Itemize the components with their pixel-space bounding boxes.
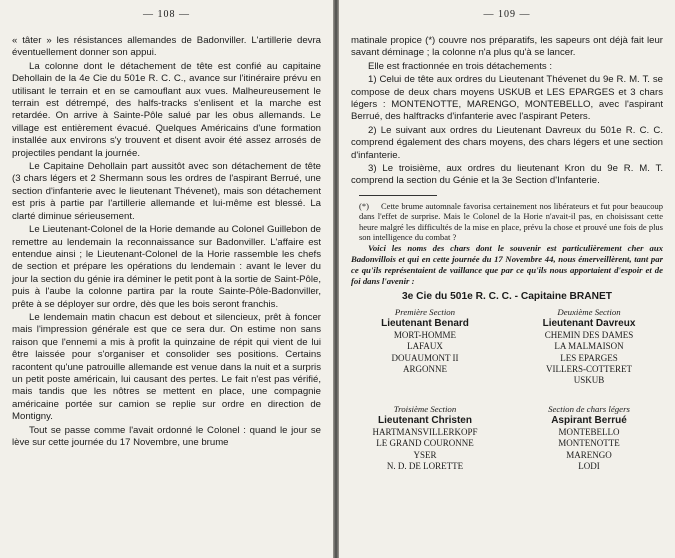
tank-name: MONTEBELLO (558, 426, 620, 437)
paragraph: Tout se passe comme l'avait ordonné le Colonel : quand le jour se lève sur cette journée du 17 Novembre, une brume (12, 424, 321, 448)
tank-name: MORT-HOMME (393, 329, 457, 340)
left-page-text (12, 35, 321, 449)
paragraph: Le Lieutenant-Colonel de la Horie demande au Colonel Guillebon de remettre au lendemain la reconnaissance sur Badonviller. L'affaire est entendue ainsi ; le Lieutenant-Colonel de la Horie rassemble les chefs de section et prépare les opérations du lendemain : avant le lever du jour la section du génie ira déminer le petit pont à la sortie de Saint-Pôle, puis à l'aube la colonne partira par la route Sainte-Pôle-Badonviller, prête à se déployer sur ordre, dès que les bois seront franchis. (12, 224, 321, 310)
tank-name: ARGONNE (403, 363, 447, 374)
footnote-rule (359, 195, 437, 196)
tank-name: LES EPARGES (560, 352, 618, 363)
tank-name: MARENGO (566, 449, 612, 460)
paragraph: La colonne dont le détachement de tête est confié au capitaine Dehollain de la 4e Cie du 501e R. C. C., avance sur l'itinéraire prévu en utilisant le terrain et en se camouflant aux vues. Malheureusement le terrain est détrempé, des halfs-tracks s'enlisent et la marche est retardée. On arrive à Sainte-Pôle salué par les obus allemands. Le village est entièrement évacué. Quelques Américains d'une formation installée aux environs s'y trouvent et disent avoir été assez arrosés de projectiles pendant la journée. (12, 60, 321, 159)
section-troisieme (351, 404, 499, 472)
tank-name: HARTMANSVILLERKOPF (372, 426, 478, 437)
section-leader: Lieutenant Christen (378, 414, 472, 426)
right-page (339, 0, 675, 558)
paragraph: Elle est fractionnée en trois détachements : (368, 60, 552, 72)
tank-name: LODI (578, 460, 600, 471)
tank-name: CHEMIN DES DAMES (544, 329, 634, 340)
footnote (351, 201, 663, 243)
tank-name: LAFAUX (407, 341, 443, 352)
section-deuxieme (515, 307, 663, 386)
left-page (0, 0, 333, 558)
right-page-text (351, 35, 663, 493)
tank-sections (351, 303, 663, 493)
tank-name: YSER (413, 449, 437, 460)
page-number-109: — 109 — (483, 9, 531, 20)
company-heading: 3e Cie du 501e R. C. C. - Capitaine BRANET (401, 290, 613, 302)
tank-name: LE GRAND COURONNE (376, 438, 474, 449)
section-leader: Lieutenant Benard (381, 317, 469, 329)
section-title: Section de chars légers (548, 403, 630, 414)
tank-names-intro: Voici les noms des chars dont le souvenir est particulièrement cher aux Badonvillois et qui en cette journée du 17 Novembre 44, nous émerveillèrent, tant par ce qu'ils représentaient de vaillance que par ce qu'ils nous apportaient d'espoir et de foi dans l'avenir : (351, 242, 663, 286)
footnote-text: Cette brume automnale favorisa certainement nos libérateurs et fut pour beaucoup dans l'effet de surprise. Mais le Colonel de la Horie n'avait-il pas, en choisissant cette heure malgré les difficultés de la mise en place, prévu la chose et prouvé une fois de plus son intelligence du combat ? (359, 200, 663, 243)
section-title: Première Section (394, 306, 456, 317)
section-title: Troisième Section (393, 403, 457, 414)
paragraph: 3) Le troisième, aux ordres du lieutenant Kron du 9e R. M. T. comprend la section du Génie et la 3e Section d'Infanterie. (351, 163, 663, 187)
section-leader: Aspirant Berrué (551, 414, 627, 426)
section-leader: Lieutenant Davreux (542, 317, 636, 329)
paragraph: « tâter » les résistances allemandes de Badonviller. L'artillerie devra éventuellement donner son appui. (12, 35, 321, 59)
tank-name: DOUAUMONT II (391, 352, 459, 363)
paragraph: Le lendemain matin chacun est debout et silencieux, prêt à foncer mais l'impression générale est que ce sera dur. On estime non sans raison que l'ennemi a mis à profit la quinzaine de répit qui vient de lui être laissée pour s'organiser et consolider ses positions. Certains racontent qu'une patrouille allemande est venue dans la nuit et a surpris un petit poste américain, lui causant des pertes. Le fait n'est pas vérifié, mais tandis que les nôtres se mettent en place, une compagnie américaine portée sur camion se replie sur ordre en direction de Montigny. (12, 311, 321, 423)
paragraph: matinale propice (*) couvre nos préparatifs, les sapeurs ont déjà fait leur savant déminage ; la colonne n'a plus qu'à se lancer. (351, 35, 663, 59)
tank-name: N. D. DE LORETTE (386, 460, 464, 471)
page-number-108: — 108 — (143, 9, 190, 20)
tank-name: LA MALMAISON (554, 341, 624, 352)
paragraph: Le Capitaine Dehollain part aussitôt avec son détachement de tête (3 chars légers et 2 Shermann sous les ordres de l'aspirant Berrué, une section d'infanterie avec le lieutenant Thévenet), mais son détachement est pris à partie par l'artillerie allemande et lui-même est blessé. La clarté diminue sérieusement. (12, 161, 321, 222)
section-title: Deuxième Section (557, 306, 621, 317)
paragraph: 1) Celui de tête aux ordres du Lieutenant Thévenet du 9e R. M. T. se compose de deux chars moyens USKUB et LES EPARGES et 3 chars légers : MONTENOTTE, MARENGO, MONTEBELLO, avec l'aspirant Berrué, des halftracks d'infanterie avec l'aspirant Peters. (351, 74, 663, 123)
tank-name: MONTENOTTE (558, 438, 620, 449)
section-chars-legers (515, 404, 663, 472)
tank-name: USKUB (573, 375, 605, 386)
paragraph: 2) Le suivant aux ordres du Lieutenant Davreux du 501e R. C. C. comprend également des chars moyens, des chars légers et une section d'infanterie. (351, 124, 663, 161)
footnote-mark: (*) (359, 200, 369, 211)
section-premiere (351, 307, 499, 375)
tank-name: VILLERS-COTTERET (546, 363, 632, 374)
